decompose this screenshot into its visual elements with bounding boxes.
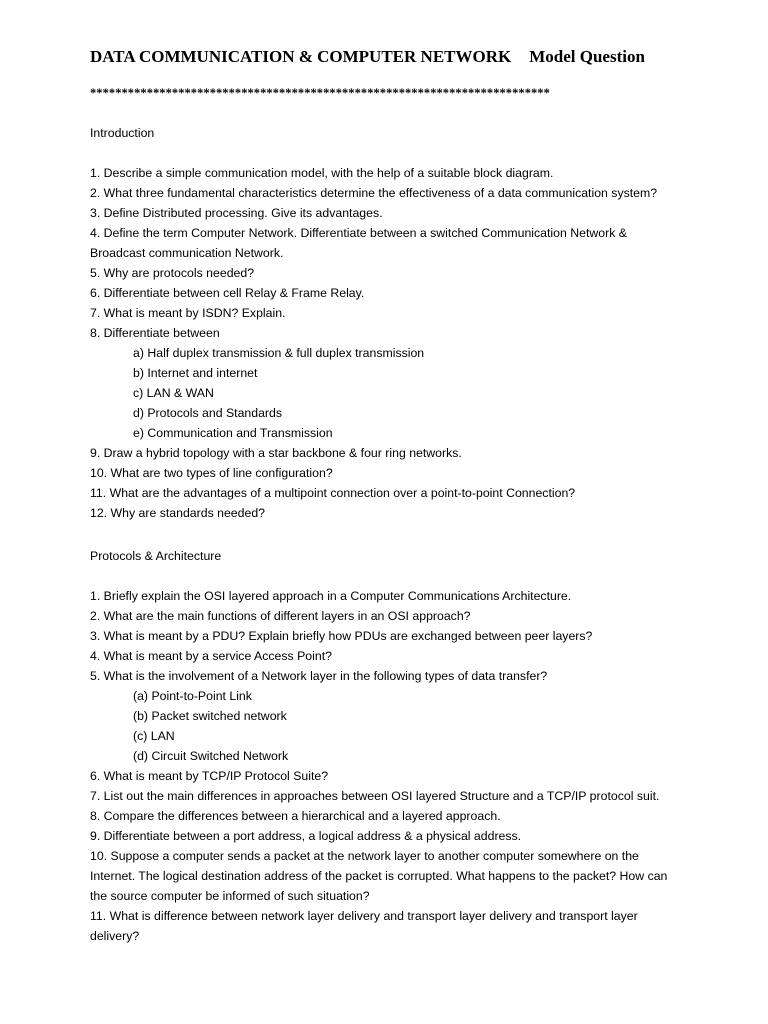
document-title	[90, 46, 728, 68]
sub-question-item: b) Internet and internet	[133, 366, 258, 380]
question-item: 3. What is meant by a PDU? Explain briefly how PDUs are exchanged between peer layers?	[90, 629, 593, 643]
question-item: 7. What is meant by ISDN? Explain.	[90, 306, 286, 320]
question-item: 2. What are the main functions of different layers in an OSI approach?	[90, 609, 471, 623]
asterisk-divider: *************************************************************************	[90, 86, 550, 100]
question-item: 10. Suppose a computer sends a packet at the network layer to another computer somewhere on the Internet. The logical destination address of the packet is corrupted. What happens to the packet? How can the source computer be informed of such situation?	[90, 849, 668, 903]
question-item: 5. What is the involvement of a Network layer in the following types of data transfer?	[90, 669, 548, 683]
question-item: 12. Why are standards needed?	[90, 506, 266, 520]
question-item: 8. Differentiate between	[90, 326, 220, 340]
question-item: 6. What is meant by TCP/IP Protocol Suite?	[90, 769, 329, 783]
question-item: 7. List out the main differences in approaches between OSI layered Structure and a TCP/IP protocol suit.	[90, 789, 660, 803]
sub-question-item: (b) Packet switched network	[133, 709, 287, 723]
title-main: DATA COMMUNICATION & COMPUTER NETWORK	[90, 47, 512, 66]
sub-question-item: d) Protocols and Standards	[133, 406, 283, 420]
question-list	[90, 586, 728, 946]
sub-question-item: c) LAN & WAN	[133, 386, 214, 400]
question-sections	[90, 123, 728, 946]
question-item: 9. Differentiate between a port address, a logical address & a physical address.	[90, 829, 522, 843]
question-section	[90, 123, 728, 523]
question-item: 10. What are two types of line configuration?	[90, 466, 333, 480]
question-item: 1. Describe a simple communication model, with the help of a suitable block diagram.	[90, 166, 554, 180]
sub-question-item: (c) LAN	[133, 729, 175, 743]
title-tag: Model Question	[529, 47, 645, 66]
question-section	[90, 546, 728, 946]
sub-question-item: a) Half duplex transmission & full duplex transmission	[133, 346, 425, 360]
question-item: 4. Define the term Computer Network. Differentiate between a switched Communication Network & Broadcast communication Network.	[90, 226, 627, 260]
question-item: 5. Why are protocols needed?	[90, 266, 255, 280]
section-heading: Introduction	[90, 126, 155, 140]
sub-question-item: (d) Circuit Switched Network	[133, 749, 289, 763]
sub-question-item: (a) Point-to-Point Link	[133, 689, 252, 703]
question-item: 9. Draw a hybrid topology with a star backbone & four ring networks.	[90, 446, 462, 460]
sub-question-item: e) Communication and Transmission	[133, 426, 333, 440]
question-item: 1. Briefly explain the OSI layered approach in a Computer Communications Architecture.	[90, 589, 572, 603]
question-item: 4. What is meant by a service Access Point?	[90, 649, 332, 663]
section-heading: Protocols & Architecture	[90, 549, 222, 563]
question-item: 2. What three fundamental characteristics determine the effectiveness of a data communication system?	[90, 186, 658, 200]
question-item: 6. Differentiate between cell Relay & Frame Relay.	[90, 286, 365, 300]
question-item: 8. Compare the differences between a hierarchical and a layered approach.	[90, 809, 501, 823]
question-item: 3. Define Distributed processing. Give its advantages.	[90, 206, 383, 220]
question-item: 11. What is difference between network layer delivery and transport layer delivery and transport layer delivery?	[90, 909, 638, 943]
question-item: 11. What are the advantages of a multipoint connection over a point-to-point Connection?	[90, 486, 576, 500]
question-list	[90, 163, 728, 523]
